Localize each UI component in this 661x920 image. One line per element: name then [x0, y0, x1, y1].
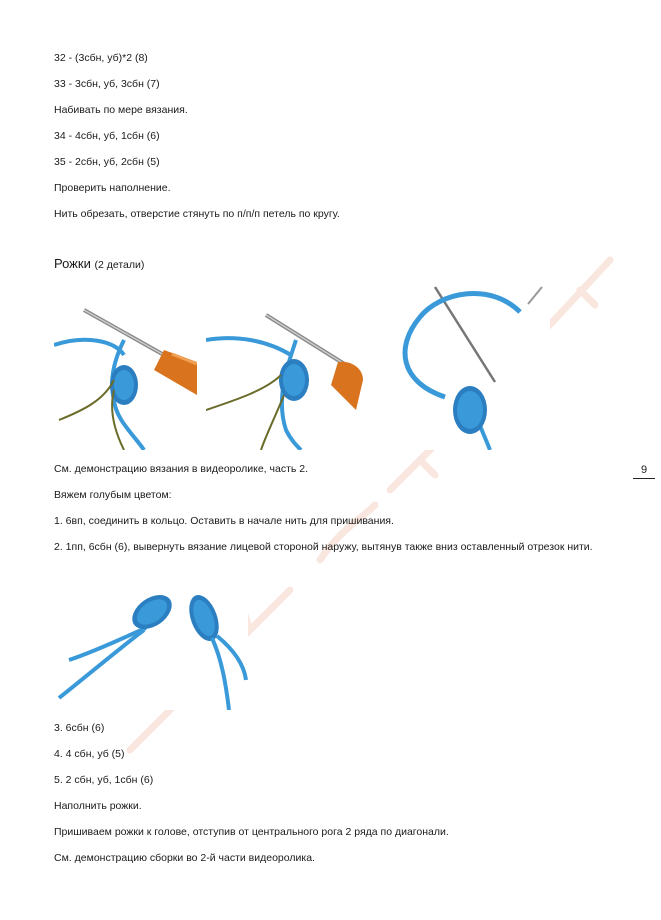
- see-video-part-2: См. демонстрацию вязания в видеоролике, часть 2.: [54, 463, 309, 475]
- row-2: 2. 1пп, 6сбн (6), вывернуть вязание лицевой стороной наружу, вытянув также вниз оставленный отрезок нити.: [54, 541, 593, 553]
- instruction-stuff: Набивать по мере вязания.: [54, 104, 188, 116]
- section-title: Рожки: [54, 256, 91, 271]
- photo-horn-step-3: [370, 282, 550, 450]
- instruction-sew-horns: Пришиваем рожки к голове, отступив от центрального рога 2 ряда по диагонали.: [54, 826, 449, 838]
- photo-horn-step-2: [206, 300, 363, 450]
- row-4: 4. 4 сбн, уб (5): [54, 748, 125, 760]
- instruction-stuff-horns: Наполнить рожки.: [54, 800, 142, 812]
- photo-two-horns: [54, 590, 248, 710]
- instruction-cut-thread: Нить обрезать, отверстие стянуть по п/п/п петель по кругу.: [54, 208, 340, 220]
- instruction-check: Проверить наполнение.: [54, 182, 171, 194]
- row-5: 5. 2 сбн, уб, 1сбн (6): [54, 774, 154, 786]
- row-33: 33 - 3сбн, уб, 3сбн (7): [54, 78, 160, 90]
- photo-horn-step-1: [54, 300, 197, 450]
- row-35: 35 - 2сбн, уб, 2сбн (5): [54, 156, 160, 168]
- row-1: 1. 6вп, соединить в кольцо. Оставить в начале нить для пришивания.: [54, 515, 394, 527]
- section-subtitle: (2 детали): [94, 259, 145, 271]
- row-34: 34 - 4сбн, уб, 1сбн (6): [54, 130, 160, 142]
- page-number: 9: [633, 464, 655, 479]
- section-heading: [54, 256, 144, 271]
- color-instruction: Вяжем голубым цветом:: [54, 489, 172, 501]
- row-3: 3. 6сбн (6): [54, 722, 105, 734]
- see-assembly-video: См. демонстрацию сборки во 2-й части видеоролика.: [54, 852, 315, 864]
- row-32: 32 - (3сбн, уб)*2 (8): [54, 52, 148, 64]
